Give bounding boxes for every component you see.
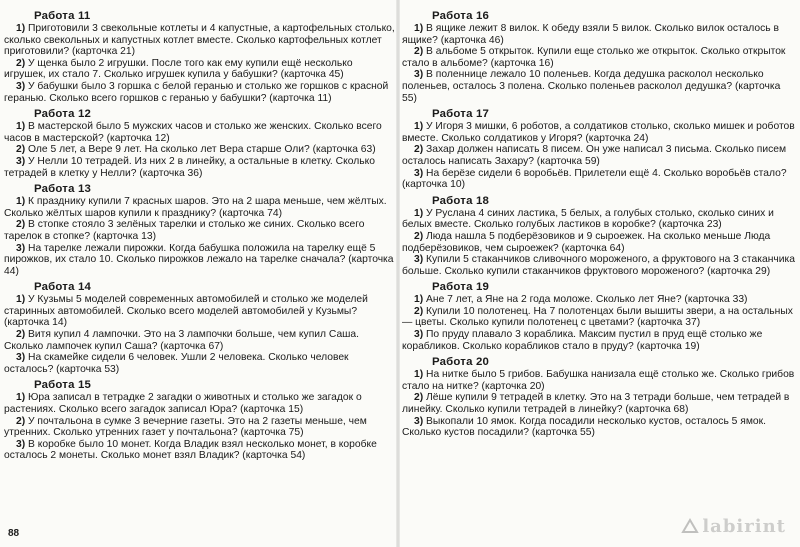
task-text: На тарелке лежали пирожки. Когда бабушка положила на тарелку ещё 5 пирожков, их стало 10. Сколько пирожков лежало на тарелке сначала? (карточка 44) bbox=[4, 242, 394, 277]
work-section bbox=[4, 108, 396, 179]
task-number: 1) bbox=[414, 121, 424, 133]
task-text: У Нелли 10 тетрадей. Из них 2 в линейку, а остальные в клетку. Сколько тетрадей в клетку у Нелли? (карточка 36) bbox=[4, 155, 375, 179]
task-item bbox=[4, 81, 396, 104]
task-text: Витя купил 4 лампочки. Это на 3 лампочки больше, чем купил Саша. Сколько лампочек купил Саша? (карточка 67) bbox=[4, 329, 360, 352]
task-text: Лёше купили 9 тетрадей в клетку. Это на 3 тетради больше, чем тетрадей в линейку. Сколько купили тетрадей в линейку? (карточка 68) bbox=[402, 392, 790, 416]
task-text: В мастерской было 5 мужских часов и столько же женских. Сколько всего часов в мастерской? (карточка 12) bbox=[4, 121, 382, 144]
task-item bbox=[4, 219, 396, 242]
task-text: К празднику купили 7 красных шаров. Это на 2 шара меньше, чем жёлтых. Сколько жёлтых шаров купили к празднику? (карточка 74) bbox=[4, 196, 387, 219]
task-item bbox=[402, 369, 796, 392]
task-number: 3) bbox=[16, 242, 26, 254]
task-number: 3) bbox=[16, 438, 26, 450]
task-text: На нитке было 5 грибов. Бабушка нанизала ещё столько же. Сколько грибов стало на нитке? (карточка 20) bbox=[402, 369, 795, 392]
task-text: В ящике лежит 8 вилок. К обеду взяли 5 вилок. Сколько вилок осталось в ящике? (карточка 46) bbox=[402, 23, 780, 46]
task-item bbox=[4, 416, 396, 439]
task-item bbox=[4, 392, 396, 415]
task-number: 2) bbox=[16, 57, 26, 69]
task-text: Купили 10 полотенец. На 7 полотенцах были вышиты звери, а на остальных — цветы. Сколько купили полотенец с цветами? (карточка 37) bbox=[402, 305, 793, 329]
work-title: Работа 11 bbox=[34, 10, 91, 22]
task-item bbox=[4, 294, 396, 329]
task-number: 2) bbox=[414, 144, 424, 156]
task-number: 1) bbox=[414, 207, 424, 219]
left-page bbox=[0, 6, 396, 541]
task-text: В поленнице лежало 10 поленьев. Когда дедушка расколол несколько поленьев, осталось 3 полена. Сколько поленьев расколол дедушка? (карточка 55) bbox=[402, 69, 781, 104]
task-number: 3) bbox=[16, 155, 26, 167]
task-number: 3) bbox=[16, 352, 26, 364]
task-item bbox=[4, 243, 396, 278]
right-page bbox=[402, 6, 796, 541]
task-number: 1) bbox=[16, 121, 26, 133]
task-item bbox=[402, 144, 796, 167]
task-text: Оле 5 лет, а Вере 9 лет. На сколько лет Вера старше Оли? (карточка 63) bbox=[28, 144, 376, 156]
task-text: У щенка было 2 игрушки. После того как ему купили ещё несколько игрушек, их стало 7. Сколько игрушек купила у бабушки? (карточка 45) bbox=[4, 57, 353, 81]
task-item bbox=[4, 58, 396, 81]
task-item bbox=[4, 329, 396, 352]
task-item bbox=[402, 231, 796, 254]
task-number: 1) bbox=[414, 23, 424, 34]
task-item bbox=[402, 46, 796, 69]
task-text: На скамейке сидели 6 человек. Ушли 2 человека. Сколько человек осталось? (карточка 53) bbox=[4, 352, 349, 375]
task-number: 3) bbox=[414, 69, 424, 81]
task-number: 3) bbox=[16, 80, 26, 92]
task-text: В стопке стояло 3 зелёных тарелки и столько же синих. Сколько всего тарелок в стопке? (карточка 13) bbox=[4, 219, 365, 242]
work-section bbox=[402, 195, 796, 278]
task-number: 2) bbox=[414, 46, 424, 58]
task-number: 3) bbox=[414, 415, 424, 427]
task-number: 1) bbox=[16, 196, 26, 208]
task-item bbox=[402, 121, 796, 144]
work-title: Работа 17 bbox=[432, 108, 490, 121]
task-text: Люда нашла 5 подберёзовиков и 9 сыроежек. На сколько меньше Люда подберёзовиков, чем сыроежек? (карточка 64) bbox=[402, 230, 771, 254]
task-item bbox=[402, 168, 796, 191]
task-item bbox=[4, 144, 396, 156]
task-number: 2) bbox=[414, 230, 424, 242]
task-number: 1) bbox=[414, 294, 424, 306]
work-section bbox=[402, 108, 796, 191]
task-item bbox=[4, 439, 396, 462]
task-text: У Кузьмы 5 моделей современных автомобилей и столько же моделей старинных автомобилей. Сколько всего моделей автомобилей у Кузьмы? (карточка 14) bbox=[4, 294, 368, 329]
task-item bbox=[4, 23, 396, 58]
watermark bbox=[681, 516, 786, 537]
work-title: Работа 18 bbox=[432, 194, 490, 207]
task-item bbox=[402, 23, 796, 46]
task-text: На берёзе сидели 6 воробьёв. Прилетели ещё 4. Сколько воробьёв стало? (карточка 10) bbox=[402, 167, 787, 191]
task-text: Приготовили 3 свекольные котлеты и 4 капустные, а картофельных столько, сколько свекольных и капустных котлет вместе. Сколько картофельных котлет приготовили? (карточка 21) bbox=[4, 23, 395, 58]
task-item bbox=[402, 392, 796, 415]
work-title: Работа 19 bbox=[432, 281, 490, 294]
task-text: По пруду плавало 3 кораблика. Максим пустил в пруд ещё столько же корабликов. Сколько корабликов стало в пруду? (карточка 19) bbox=[402, 329, 763, 352]
task-number: 3) bbox=[414, 167, 424, 179]
task-item bbox=[402, 69, 796, 104]
work-section bbox=[4, 183, 396, 277]
task-number: 1) bbox=[16, 23, 26, 34]
task-item bbox=[4, 352, 396, 375]
task-item bbox=[4, 156, 396, 179]
task-text: Захар должен написать 8 писем. Он уже написал 3 письма. Сколько писем осталось написать Захару? (карточка 59) bbox=[402, 144, 787, 167]
task-number: 2) bbox=[16, 219, 26, 231]
task-item bbox=[4, 121, 396, 144]
work-section bbox=[4, 281, 396, 375]
task-item bbox=[4, 196, 396, 219]
task-number: 2) bbox=[16, 415, 26, 427]
work-title: Работа 16 bbox=[432, 10, 490, 22]
work-title: Работа 15 bbox=[34, 379, 92, 392]
task-number: 2) bbox=[414, 305, 424, 317]
task-text: Выкопали 10 ямок. Когда посадили несколько кустов, осталось 5 ямок. Сколько кустов посадили? (карточка 55) bbox=[402, 415, 767, 439]
task-number: 1) bbox=[16, 392, 26, 404]
task-text: У Игоря 3 мишки, 6 роботов, а солдатиков столько, сколько мишек и роботов вместе. Сколько солдатиков у Игоря? (карточка 24) bbox=[402, 121, 795, 144]
work-section bbox=[4, 379, 396, 462]
work-title: Работа 13 bbox=[34, 183, 92, 196]
task-number: 3) bbox=[414, 329, 424, 341]
task-number: 3) bbox=[414, 254, 424, 266]
task-item bbox=[402, 208, 796, 231]
work-title: Работа 12 bbox=[34, 108, 92, 121]
page-number: 88 bbox=[8, 528, 20, 539]
task-number: 2) bbox=[16, 329, 26, 341]
task-text: У почтальона в сумке 3 вечерние газеты. Это на 2 газеты меньше, чем утренних. Сколько утренних газет у почтальона? (карточка 75) bbox=[4, 415, 367, 439]
book-gutter bbox=[396, 0, 400, 547]
task-text: У бабушки было 3 горшка с белой геранью и столько же горшков с красной геранью. Сколько всего горшков с геранью у бабушки? (карточка 11) bbox=[4, 80, 389, 104]
work-section bbox=[402, 356, 796, 439]
watermark-text: labirint bbox=[702, 516, 786, 537]
task-number: 1) bbox=[414, 369, 424, 381]
work-title: Работа 14 bbox=[34, 281, 92, 294]
task-text: У Руслана 4 синих ластика, 5 белых, а голубых столько, сколько синих и белых вместе. Сколько голубых ластиков в коробке? (карточка 23) bbox=[402, 207, 774, 231]
task-text: В коробке было 10 монет. Когда Владик взял несколько монет, в коробке осталось 2 монеты. Сколько монет взял Владик? (карточка 54) bbox=[4, 438, 377, 462]
task-text: Юра записал в тетрадке 2 загадки о животных и столько же загадок о растениях. Сколько всего загадок записал Юра? (карточка 15) bbox=[4, 392, 362, 416]
task-item bbox=[402, 329, 796, 352]
work-section bbox=[402, 281, 796, 352]
task-item bbox=[402, 254, 796, 277]
work-section bbox=[4, 10, 396, 104]
task-text: Купили 5 стаканчиков сливочного мороженого, а фруктового на 3 стаканчика больше. Сколько купили стаканчиков фруктового мороженого? (карточка 29) bbox=[402, 254, 795, 277]
task-text: Ане 7 лет, а Яне на 2 года моложе. Сколько лет Яне? (карточка 33) bbox=[426, 294, 748, 306]
task-item bbox=[402, 294, 796, 306]
task-item bbox=[402, 306, 796, 329]
task-number: 1) bbox=[16, 294, 26, 306]
task-number: 2) bbox=[16, 144, 26, 156]
task-item bbox=[402, 416, 796, 439]
work-section bbox=[402, 10, 796, 104]
labirint-logo-icon bbox=[681, 518, 699, 534]
work-title: Работа 20 bbox=[432, 356, 490, 369]
task-text: В альбоме 5 открыток. Купили еще столько же открыток. Сколько открыток стало в альбоме? (карточка 16) bbox=[402, 46, 786, 69]
task-number: 2) bbox=[414, 392, 424, 404]
